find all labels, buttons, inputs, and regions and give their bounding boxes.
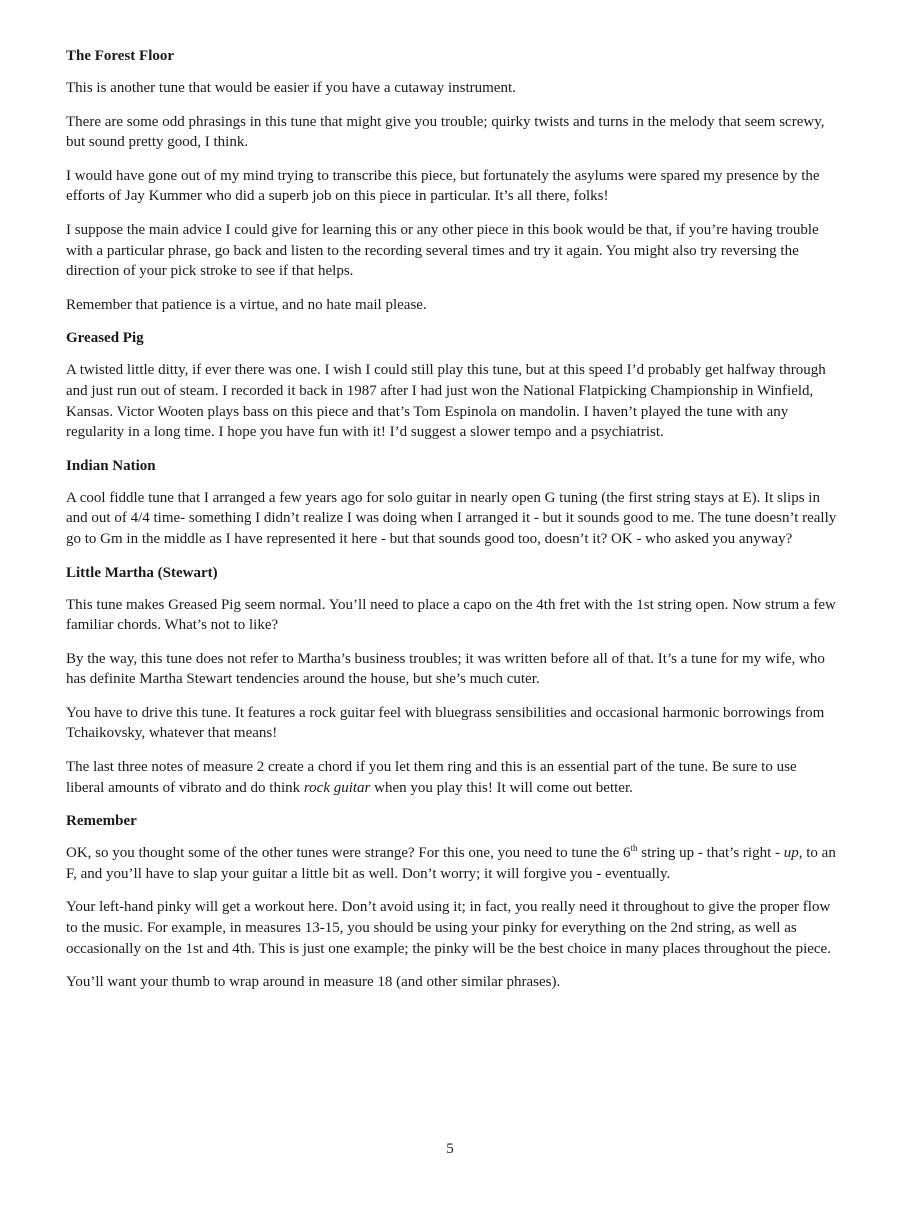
page-number: 5 bbox=[446, 1141, 454, 1157]
paragraph: Your left-hand pinky will get a workout here. Don’t avoid using it; in fact, you really need it throughout to give the proper flow to the music. For example, in measures 13-15, you should be using your pinky for everything on the 2nd string, as well as occasionally on the 1st and 4th. This is just one example; the pinky will be the best choice in many places throughout the piece. bbox=[66, 899, 831, 957]
paragraph: Remember that patience is a virtue, and no hate mail please. bbox=[66, 296, 427, 313]
document-body bbox=[66, 46, 838, 1006]
text-run: , to an F, and you’ll have to slap your guitar a little bit as well. Don’t worry; it will forgive you - eventually. bbox=[66, 845, 836, 882]
paragraph: There are some odd phrasings in this tune that might give you trouble; quirky twists and turns in the melody that seem screwy, but sound pretty good, I think. bbox=[66, 113, 825, 151]
paragraph bbox=[66, 757, 838, 798]
paragraph: This tune makes Greased Pig seem normal. You’ll need to place a capo on the 4th fret with the 1st string open. Now strum a few familiar chords. What’s not to like? bbox=[66, 596, 836, 634]
paragraph: By the way, this tune does not refer to Martha’s business troubles; it was written before all of that. It’s a tune for my wife, who has definite Martha Stewart tendencies around the house, but she’s much cuter. bbox=[66, 650, 825, 688]
paragraph: A twisted little ditty, if ever there was one. I wish I could still play this tune, but at this speed I’d probably get halfway through and just run out of steam. I recorded it back in 1987 after I had just won the National Flatpicking Championship in Winfield, Kansas. Victor Wooten plays bass on this piece and that’s Tom Espinola on mandolin. I haven’t played the tune with any regularity in a long time. I hope you have fun with it! I’d suggest a slower tempo and a psychiatrist. bbox=[66, 362, 826, 441]
emphasis-text: rock guitar bbox=[303, 779, 371, 796]
emphasis-text: up bbox=[783, 845, 799, 862]
paragraph: You’ll want your thumb to wrap around in measure 18 (and other similar phrases). bbox=[66, 974, 561, 991]
section-greased-pig bbox=[66, 328, 838, 442]
section-forest-floor bbox=[66, 46, 838, 315]
section-title: Remember bbox=[66, 813, 137, 830]
section-little-martha bbox=[66, 563, 838, 799]
paragraph: I would have gone out of my mind trying to transcribe this piece, but fortunately the asylums were spared my presence by the efforts of Jay Kummer who did a superb job on this piece in particular. It’s all there, folks! bbox=[66, 167, 820, 205]
section-title: The Forest Floor bbox=[66, 48, 175, 64]
paragraph: You have to drive this tune. It features a rock guitar feel with bluegrass sensibilities and occasional harmonic borrowings from Tchaikovsky, whatever that means! bbox=[66, 704, 825, 742]
section-remember bbox=[66, 811, 838, 993]
section-title: Little Martha (Stewart) bbox=[66, 564, 218, 581]
section-title: Greased Pig bbox=[66, 330, 144, 347]
paragraph: This is another tune that would be easier if you have a cutaway instrument. bbox=[66, 80, 516, 96]
text-run: OK, so you thought some of the other tunes were strange? For this one, you need to tune the 6 bbox=[66, 845, 631, 862]
paragraph: A cool fiddle tune that I arranged a few years ago for solo guitar in nearly open G tuning (the first string stays at E). It slips in and out of 4/4 time- something I didn’t realize I was doing when I arranged it - but it sounds good to me. The tune doesn’t really go to Gm in the middle as I have represented it here - but that sounds good too, doesn’t it? OK - who asked you anyway? bbox=[66, 489, 837, 547]
section-title: Indian Nation bbox=[66, 457, 156, 474]
section-indian-nation bbox=[66, 456, 838, 550]
text-run: string up - that’s right - bbox=[637, 845, 784, 862]
text-run: when you play this! It will come out better. bbox=[370, 779, 633, 796]
paragraph: I suppose the main advice I could give for learning this or any other piece in this book would be that, if you’re having trouble with a particular phrase, go back and listen to the recording several times and try it again. You might also try reversing the direction of your pick stroke to see if that helps. bbox=[66, 221, 819, 280]
superscript-ordinal: th bbox=[630, 843, 638, 854]
text-run: The last three notes of measure 2 create a chord if you let them ring and this is an essential part of the tune. Be sure to use liberal amounts of vibrato and do think bbox=[66, 759, 797, 796]
paragraph bbox=[66, 843, 838, 884]
